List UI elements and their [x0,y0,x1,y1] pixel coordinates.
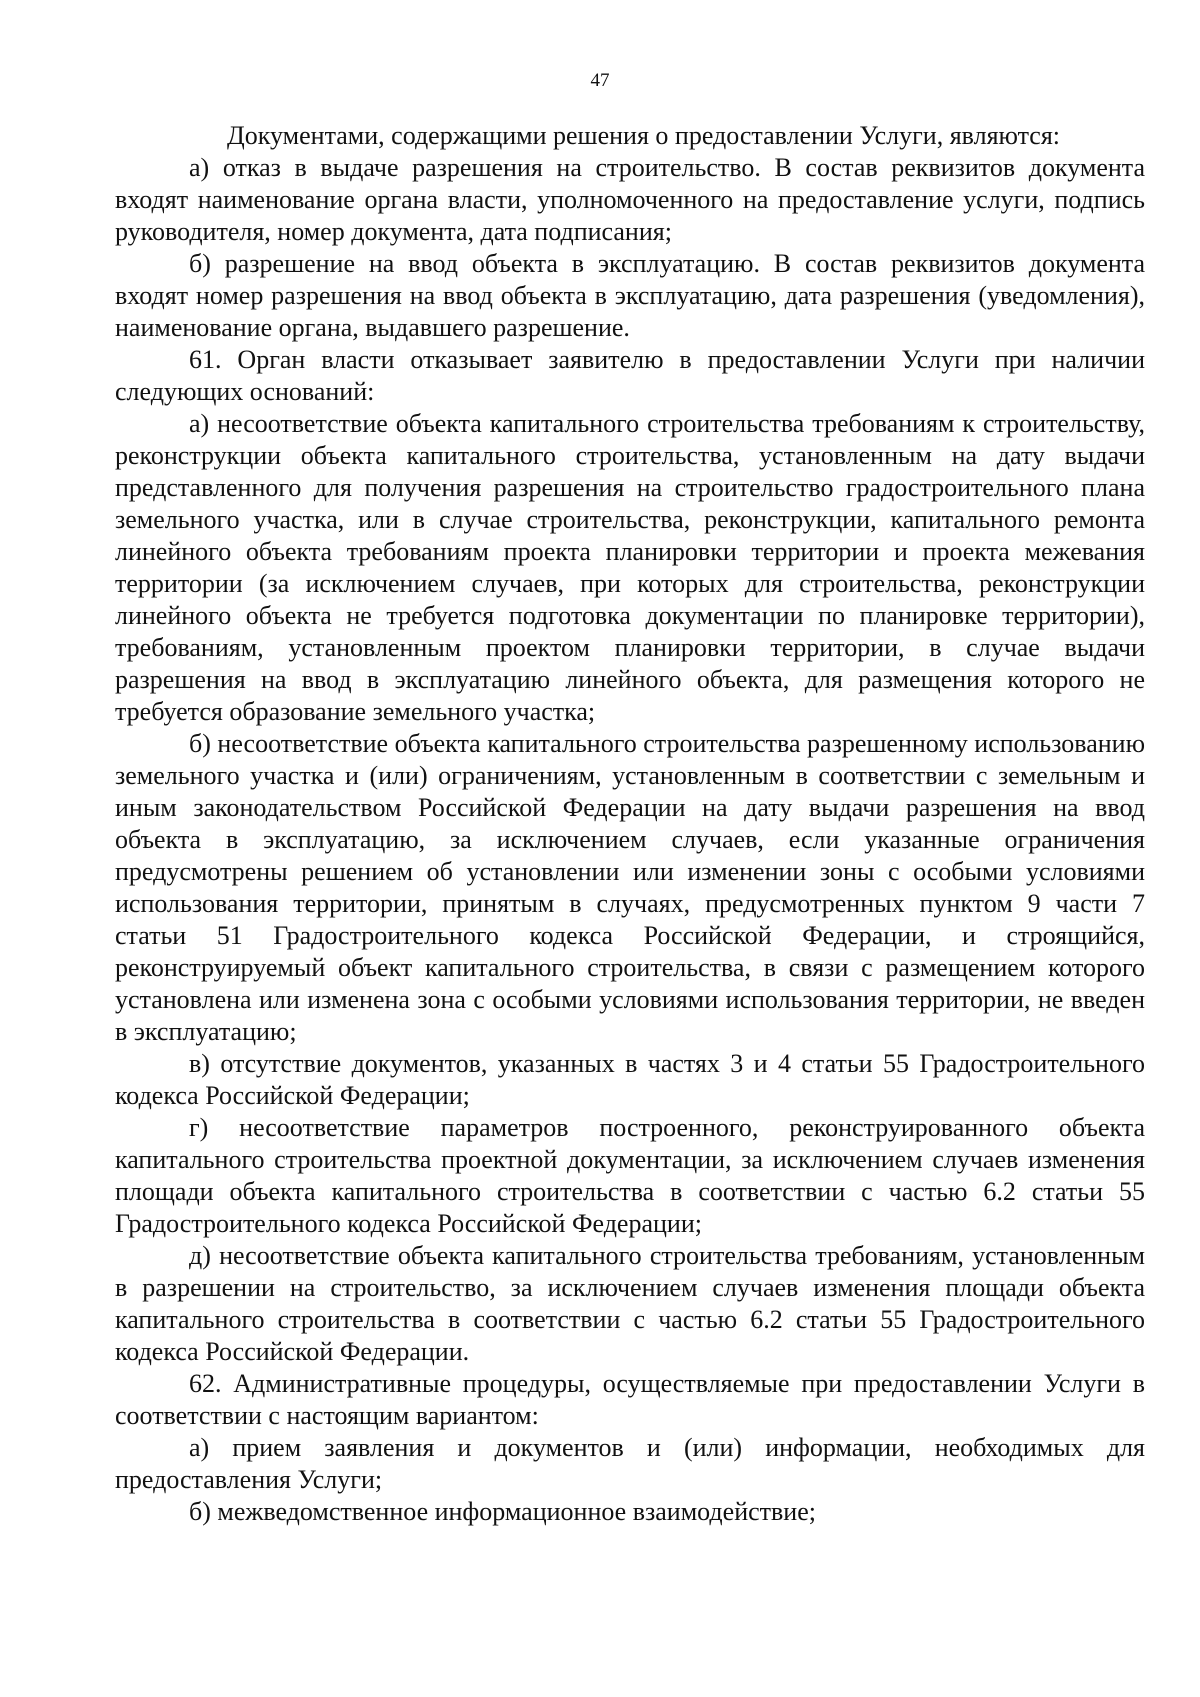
paragraph-commissioning-permit: б) разрешение на ввод объекта в эксплуатацию. В состав реквизитов документа входят номер разрешения на ввод объекта в эксплуатацию, дата разрешения (уведомления), наименование органа, выдавшего разрешение. [115,249,1145,342]
paragraph-item-62: 62. Административные процедуры, осуществляемые при предоставлении Услуги в соответствии с настоящим вариантом: [115,1369,1145,1430]
paragraph-ground-d: д) несоответствие объекта капитального строительства требованиям, установленным в разрешении на строительство, за исключением случаев изменения площади объекта капитального строительства в соответствии с частью 6.2 статьи 55 Градостроительного кодекса Российской Федерации. [115,1241,1145,1366]
paragraph-procedure-a: а) прием заявления и документов и (или) информации, необходимых для предоставления Услуги; [115,1433,1145,1494]
page-number: 47 [590,70,610,91]
paragraph-ground-v: в) отсутствие документов, указанных в частях 3 и 4 статьи 55 Градостроительного кодекса Российской Федерации; [115,1049,1145,1110]
body-text [115,120,1145,1528]
paragraph-decision-documents-intro: Документами, содержащими решения о предоставлении Услуги, являются: [227,121,1061,150]
paragraph-ground-b: б) несоответствие объекта капитального строительства разрешенному использованию земельного участка и (или) ограничениям, установленным в соответствии с земельным и иным законодательством Российской Федерации на дату выдачи разрешения на ввод объекта в эксплуатацию, за исключением случаев, если указанные ограничения предусмотрены решением об установлении или изменении зоны с особыми условиями использования территории, принятым в случаях, предусмотренных пунктом 9 части 7 статьи 51 Градостроительного кодекса Российской Федерации, и строящийся, реконструируемый объект капитального строительства, в связи с размещением которого установлена или изменена зона с особыми условиями использования территории, не введен в эксплуатацию; [115,729,1145,1046]
paragraph-ground-g: г) несоответствие параметров построенного, реконструированного объекта капитального строительства проектной документации, за исключением случаев изменения площади объекта капитального строительства в соответствии с частью 6.2 статьи 55 Градостроительного кодекса Российской Федерации; [115,1113,1145,1238]
paragraph-procedure-b: б) межведомственное информационное взаимодействие; [189,1497,816,1526]
paragraph-refusal-document: а) отказ в выдаче разрешения на строительство. В состав реквизитов документа входят наименование органа власти, уполномоченного на предоставление услуги, подпись руководителя, номер документа, дата подписания; [115,153,1145,246]
paragraph-item-61: 61. Орган власти отказывает заявителю в предоставлении Услуги при наличии следующих оснований: [115,345,1145,406]
paragraph-ground-a: а) несоответствие объекта капитального строительства требованиям к строительству, реконструкции объекта капитального строительства, установленным на дату выдачи представленного для получения разрешения на строительство градостроительного плана земельного участка, или в случае строительства, реконструкции, капитального ремонта линейного объекта требованиям проекта планировки территории и проекта межевания территории (за исключением случаев, при которых для строительства, реконструкции линейного объекта не требуется подготовка документации по планировке территории), требованиям, установленным проектом планировки территории, в случае выдачи разрешения на ввод в эксплуатацию линейного объекта, для размещения которого не требуется образование земельного участка; [115,409,1145,726]
